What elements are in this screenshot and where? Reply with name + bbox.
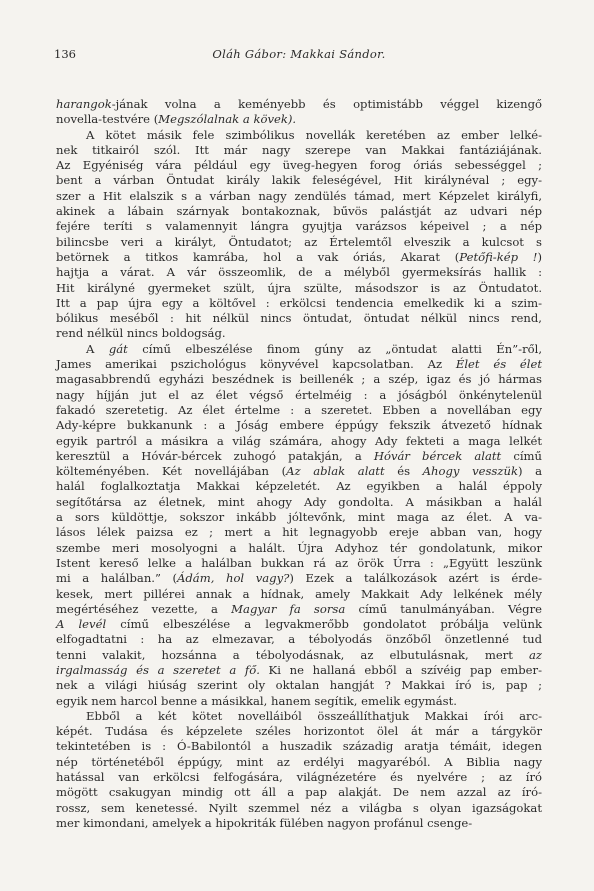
text-span: nek titkairól szól. Itt már nagy szerepe van Makkai fantáziájának. — [56, 142, 542, 157]
text-line — [56, 311, 542, 326]
text-span: bilincsbe veri a királyt, Öntudatot; az Értelemtől elveszik a kulcsot s — [56, 234, 542, 249]
text-line — [56, 617, 542, 632]
text-span: Hit királyné gyermeket szült, újra szülte, másodszor is az Öntudatot. — [56, 280, 542, 295]
text-line — [56, 587, 542, 602]
text-span: a sors küldöttje, sokszor inkább jóltevőnk, mint maga az élet. A va- — [56, 510, 542, 525]
text-span: szembe meri mosolyogni a halált. Újra Adyhoz tér gondolatunk, mikor — [56, 540, 542, 555]
text-span: Az Egyéniség vára például egy üveg-hegyen forog óriás sebességgel ; — [56, 158, 542, 173]
text-span: rossz, sem kenetessé. Nyilt szemmel néz a világba s olyan igazságokat — [56, 800, 542, 815]
text-line — [56, 541, 542, 556]
text-line — [56, 403, 542, 418]
running-head: Oláh Gábor: Makkai Sándor. — [212, 47, 386, 61]
text-line — [56, 97, 542, 112]
text-line — [56, 342, 542, 357]
text-span: Ki ne hallaná ebből a szívéig pap ember- — [259, 662, 543, 677]
text-span: akinek a lábain szárnyak bontakoznak, bűvös palástját az udvari nép — [56, 204, 542, 219]
italic-span: Ádám, hol vagy? — [177, 571, 290, 586]
text-line — [56, 128, 542, 143]
text-span: lásos lélek paizsa ez ; mert a hit legnagyobb ereje abban van, hogy — [56, 525, 542, 540]
text-span: című tanulmányában. Végre — [345, 601, 542, 616]
text-line — [56, 525, 542, 540]
text-span: hatással van erkölcsi felfogására, világnézetére és nyelvére ; az író — [56, 770, 542, 785]
text-line — [56, 571, 542, 586]
text-span: bent a várban Öntudat király lakik feleségével, Hit királynéval ; egy- — [56, 173, 542, 188]
text-span: képét. Tudása és képzelete széles horizontot ölel át már a tárgykör — [56, 724, 542, 739]
text-line — [56, 388, 542, 403]
text-span: nagy híjján jut el az élet végső értelméig : a jóságból önkénytelenül — [56, 387, 542, 402]
text-line — [56, 694, 542, 709]
text-span: nek a világi hiúság szerint oly oktalan hangját ? Makkai író is, pap ; — [56, 678, 542, 693]
italic-span: Az ablak alatt — [286, 464, 385, 479]
text-span: című elbeszélése finom gúny az „öntudat alatti Én”-ről, — [127, 341, 542, 356]
text-span: magasabbrendű egyházi beszédnek is beillenék ; a szép, igaz és jó hármas — [56, 372, 542, 387]
text-span: című elbeszélése a legvakmerőbb gondolatot próbálja velünk — [106, 617, 542, 632]
text-span: költeményében. Két novellájában ( — [56, 464, 287, 479]
text-span: Itt a pap újra egy a költővel : erkölcsi tendencia emelkedik ki a szim- — [56, 295, 542, 310]
text-line — [56, 296, 542, 311]
text-line — [56, 464, 542, 479]
text-span: elfogadtatni : ha az elmezavar, a tébolyodás önzőből önzetlenné tud — [56, 632, 542, 647]
text-line — [56, 418, 542, 433]
text-span: mi a halálban.” ( — [56, 571, 178, 586]
text-span: rend nélkül nincs boldogság. — [56, 326, 226, 341]
text-span: ) — [537, 249, 542, 264]
text-line — [56, 479, 542, 494]
text-line — [56, 724, 542, 739]
text-line — [56, 158, 542, 173]
text-span: ) Ezek a találkozások azért is érde- — [289, 571, 542, 586]
text-span: James amerikai pszichológus könyvével kapcsolatban. Az — [56, 357, 456, 372]
text-line — [56, 770, 542, 785]
text-span: hajtja a várat. A vár összeomlik, de a mélyből gyermeksírás hallik : — [56, 265, 542, 280]
page-number: 136 — [54, 47, 76, 61]
italic-span: Élet és élet — [455, 357, 543, 372]
italic-span: A levél — [56, 617, 107, 632]
text-line — [56, 204, 542, 219]
text-span: és — [384, 464, 423, 479]
text-line — [56, 189, 542, 204]
text-span: kesek, mert pillérei annak a hídnak, amely Makkait Ady lelkének mély — [56, 586, 542, 601]
text-line — [56, 678, 542, 693]
text-span: fakadó szeretetig. Az élet értelme : a szeretet. Ebben a novellában egy — [56, 402, 542, 417]
text-line — [56, 372, 542, 387]
text-span: egyik nem harcol benne a másikkal, hanem segítik, emelik egymást. — [56, 693, 457, 708]
text-span: betörnek a titkos kamrába, hol a vak óriás, Akarat ( — [56, 249, 460, 264]
italic-span: harangok — [56, 97, 112, 111]
text-line — [56, 556, 542, 571]
text-span: fejére teríti s valamennyit lángra gyujtja varázsos képeivel ; a nép — [56, 219, 542, 234]
text-line — [56, 632, 542, 647]
text-line — [56, 219, 542, 234]
text-span: tekintetében is : Ó-Babilontól a huszadik századig aratja témáit, idegen — [56, 739, 542, 754]
text-line — [56, 739, 542, 754]
italic-span: Megszólalnak a kövek). — [158, 112, 297, 127]
text-span: című — [501, 448, 542, 463]
text-span: segítőtársa az életnek, mint ahogy Ady gondolta. A másikban a halál — [56, 494, 542, 509]
text-span: szer a Hit elalszik s a várban nagy zendülés támad, mert Képzelet királyfi, — [56, 188, 542, 203]
text-line — [56, 143, 542, 158]
text-line — [56, 326, 542, 341]
text-span: Ady-képre bukkanunk : a Jóság embere éppúgy fekszik átvezető hídnak — [56, 418, 542, 433]
text-line — [56, 801, 542, 816]
text-span: Istent kereső lelke a halálban bukkan rá az örök Úrra : „Együtt leszünk — [56, 555, 542, 570]
text-span: halál foglalkoztatja Makkai képzeletét. Az egyikben a halál éppoly — [56, 479, 542, 494]
italic-span: Hóvár bércek alatt — [373, 448, 502, 463]
text-span: mögött csakugyan mindig ott áll a pap alakját. De nem azzal az író- — [56, 785, 542, 800]
italic-span: gát — [108, 341, 128, 356]
text-line — [56, 816, 542, 831]
text-line — [56, 265, 542, 280]
text-span: A — [86, 341, 109, 356]
text-line — [56, 785, 542, 800]
text-span: -jának volna a keményebb és optimistább véggel kizengő — [111, 97, 542, 111]
text-line — [56, 648, 542, 663]
text-span: egyik partról a másikra a világ számára, ahogy Ady fekteti a maga lelkét — [56, 433, 542, 448]
page-header — [54, 47, 544, 61]
text-line — [56, 755, 542, 770]
text-line — [56, 510, 542, 525]
text-line — [56, 449, 542, 464]
italic-span: Ahogy vesszük — [422, 464, 518, 479]
text-span: mer kimondani, amelyek a hipokriták fülében nagyon profánul csenge- — [56, 815, 473, 830]
text-line — [56, 434, 542, 449]
text-line — [56, 495, 542, 510]
text-span: nép történetéből éppúgy, mint az erdélyi magyaréból. A Biblia nagy — [56, 754, 542, 769]
text-span: tenni valakit, hozsánna a tébolyodásnak, az elbutulásnak, mert — [56, 647, 529, 662]
text-span: bólikus meséből : hit nélkül nincs öntudat, öntudat nélkül nincs rend, — [56, 311, 542, 326]
text-line — [56, 709, 542, 724]
text-span: novella-testvére ( — [56, 112, 159, 127]
text-line — [56, 602, 542, 617]
italic-span: az — [528, 647, 542, 662]
text-line — [56, 663, 542, 678]
text-line — [56, 173, 542, 188]
text-span: ) a — [517, 464, 543, 479]
text-span: A kötet másik fele szimbólikus novellák keretében az ember lelké- — [86, 127, 542, 142]
italic-span: Magyar fa sorsa — [231, 601, 346, 616]
text-line — [56, 357, 542, 372]
body-text — [56, 97, 542, 831]
text-line — [56, 250, 542, 265]
text-line — [56, 112, 542, 127]
text-span: keresztül a Hóvár-bércek zuhogó patakján, a — [56, 448, 374, 463]
text-line — [56, 281, 542, 296]
text-span: megértéséhez vezette, a — [56, 601, 232, 616]
text-line — [56, 235, 542, 250]
italic-span: Petőfi-kép ! — [459, 249, 538, 264]
italic-span: irgalmasság és a szeretet a fő. — [56, 662, 260, 677]
text-span: Ebből a két kötet novelláiból összeállíthatjuk Makkai írói arc- — [86, 708, 542, 723]
